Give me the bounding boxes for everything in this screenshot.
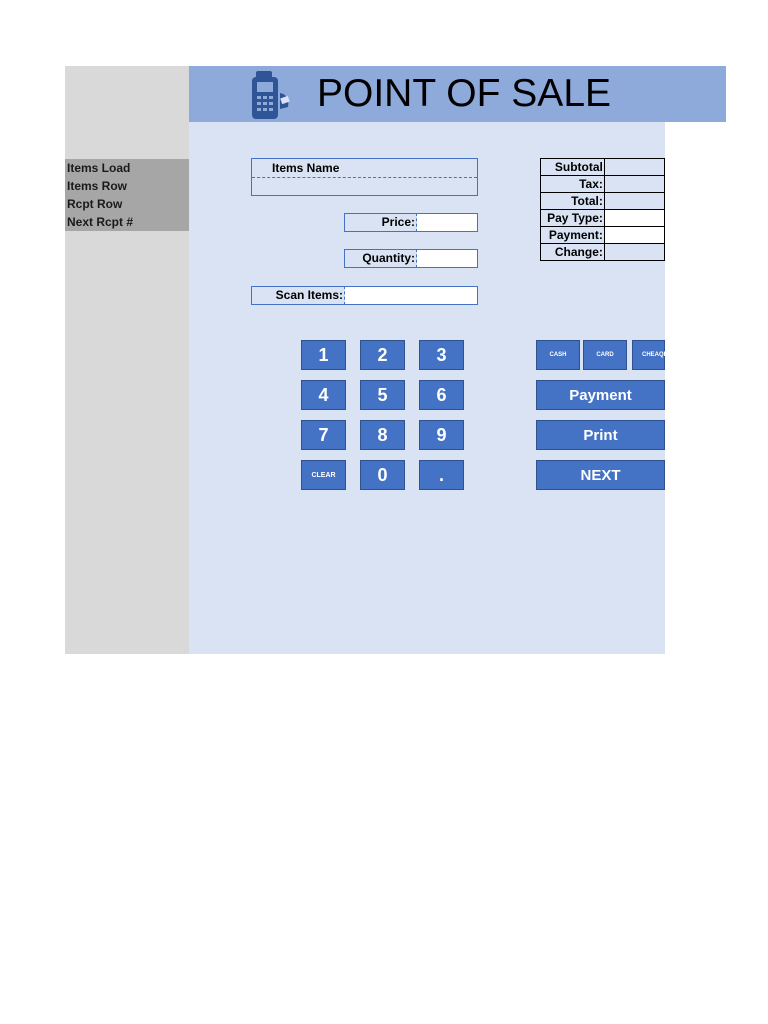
header-banner [189, 66, 726, 122]
key-8-button[interactable]: 8 [360, 420, 405, 450]
quantity-label: Quantity: [344, 249, 417, 268]
key-1-button[interactable]: 1 [301, 340, 346, 370]
summary-row-payment [541, 227, 665, 244]
tax-value[interactable] [604, 176, 664, 193]
sidebar-label-rcpt-row: Rcpt Row [67, 197, 123, 211]
pay-type-label: Pay Type: [541, 210, 605, 227]
total-label: Total: [541, 193, 605, 210]
tax-label: Tax: [541, 176, 605, 193]
key-3-button[interactable]: 3 [419, 340, 464, 370]
payment-value[interactable] [604, 227, 664, 244]
print-button[interactable]: Print [536, 420, 665, 450]
summary-row-pay-type [541, 210, 665, 227]
summary-table [540, 158, 665, 261]
summary-row-change [541, 244, 665, 261]
quantity-input[interactable] [417, 249, 478, 268]
pay-type-value[interactable] [604, 210, 664, 227]
cash-button[interactable]: CASH [536, 340, 580, 370]
price-label: Price: [344, 213, 417, 232]
items-name-label: Items Name [272, 161, 340, 175]
payment-button[interactable]: Payment [536, 380, 665, 410]
card-terminal-icon [250, 71, 294, 119]
key-9-button[interactable]: 9 [419, 420, 464, 450]
payment-label: Payment: [541, 227, 605, 244]
subtotal-value[interactable] [604, 159, 664, 176]
summary-row-tax [541, 176, 665, 193]
scan-items-input[interactable] [345, 286, 478, 305]
sidebar-label-items-load: Items Load [67, 161, 131, 175]
summary-row-total [541, 193, 665, 210]
key-0-button[interactable]: 0 [360, 460, 405, 490]
change-label: Change: [541, 244, 605, 261]
sidebar-label-items-row: Items Row [67, 179, 128, 193]
scan-items-label: Scan Items: [251, 286, 345, 305]
sidebar-labels [65, 159, 189, 231]
key-4-button[interactable]: 4 [301, 380, 346, 410]
card-button[interactable]: CARD [583, 340, 627, 370]
key-6-button[interactable]: 6 [419, 380, 464, 410]
items-name-box[interactable] [251, 158, 478, 196]
summary-row-subtotal [541, 159, 665, 176]
total-value[interactable] [604, 193, 664, 210]
next-button[interactable]: NEXT [536, 460, 665, 490]
key-5-button[interactable]: 5 [360, 380, 405, 410]
key-7-button[interactable]: 7 [301, 420, 346, 450]
key-2-button[interactable]: 2 [360, 340, 405, 370]
price-input[interactable] [417, 213, 478, 232]
left-sidebar [65, 66, 189, 654]
key-decimal-button[interactable]: . [419, 460, 464, 490]
clear-button[interactable]: CLEAR [301, 460, 346, 490]
page-title: POINT OF SALE [317, 72, 612, 115]
sidebar-label-next-rcpt: Next Rcpt # [67, 215, 134, 229]
cheque-button[interactable]: CHEAQE [632, 340, 665, 370]
subtotal-label: Subtotal [541, 159, 605, 176]
divider [252, 177, 477, 178]
change-value[interactable] [604, 244, 664, 261]
